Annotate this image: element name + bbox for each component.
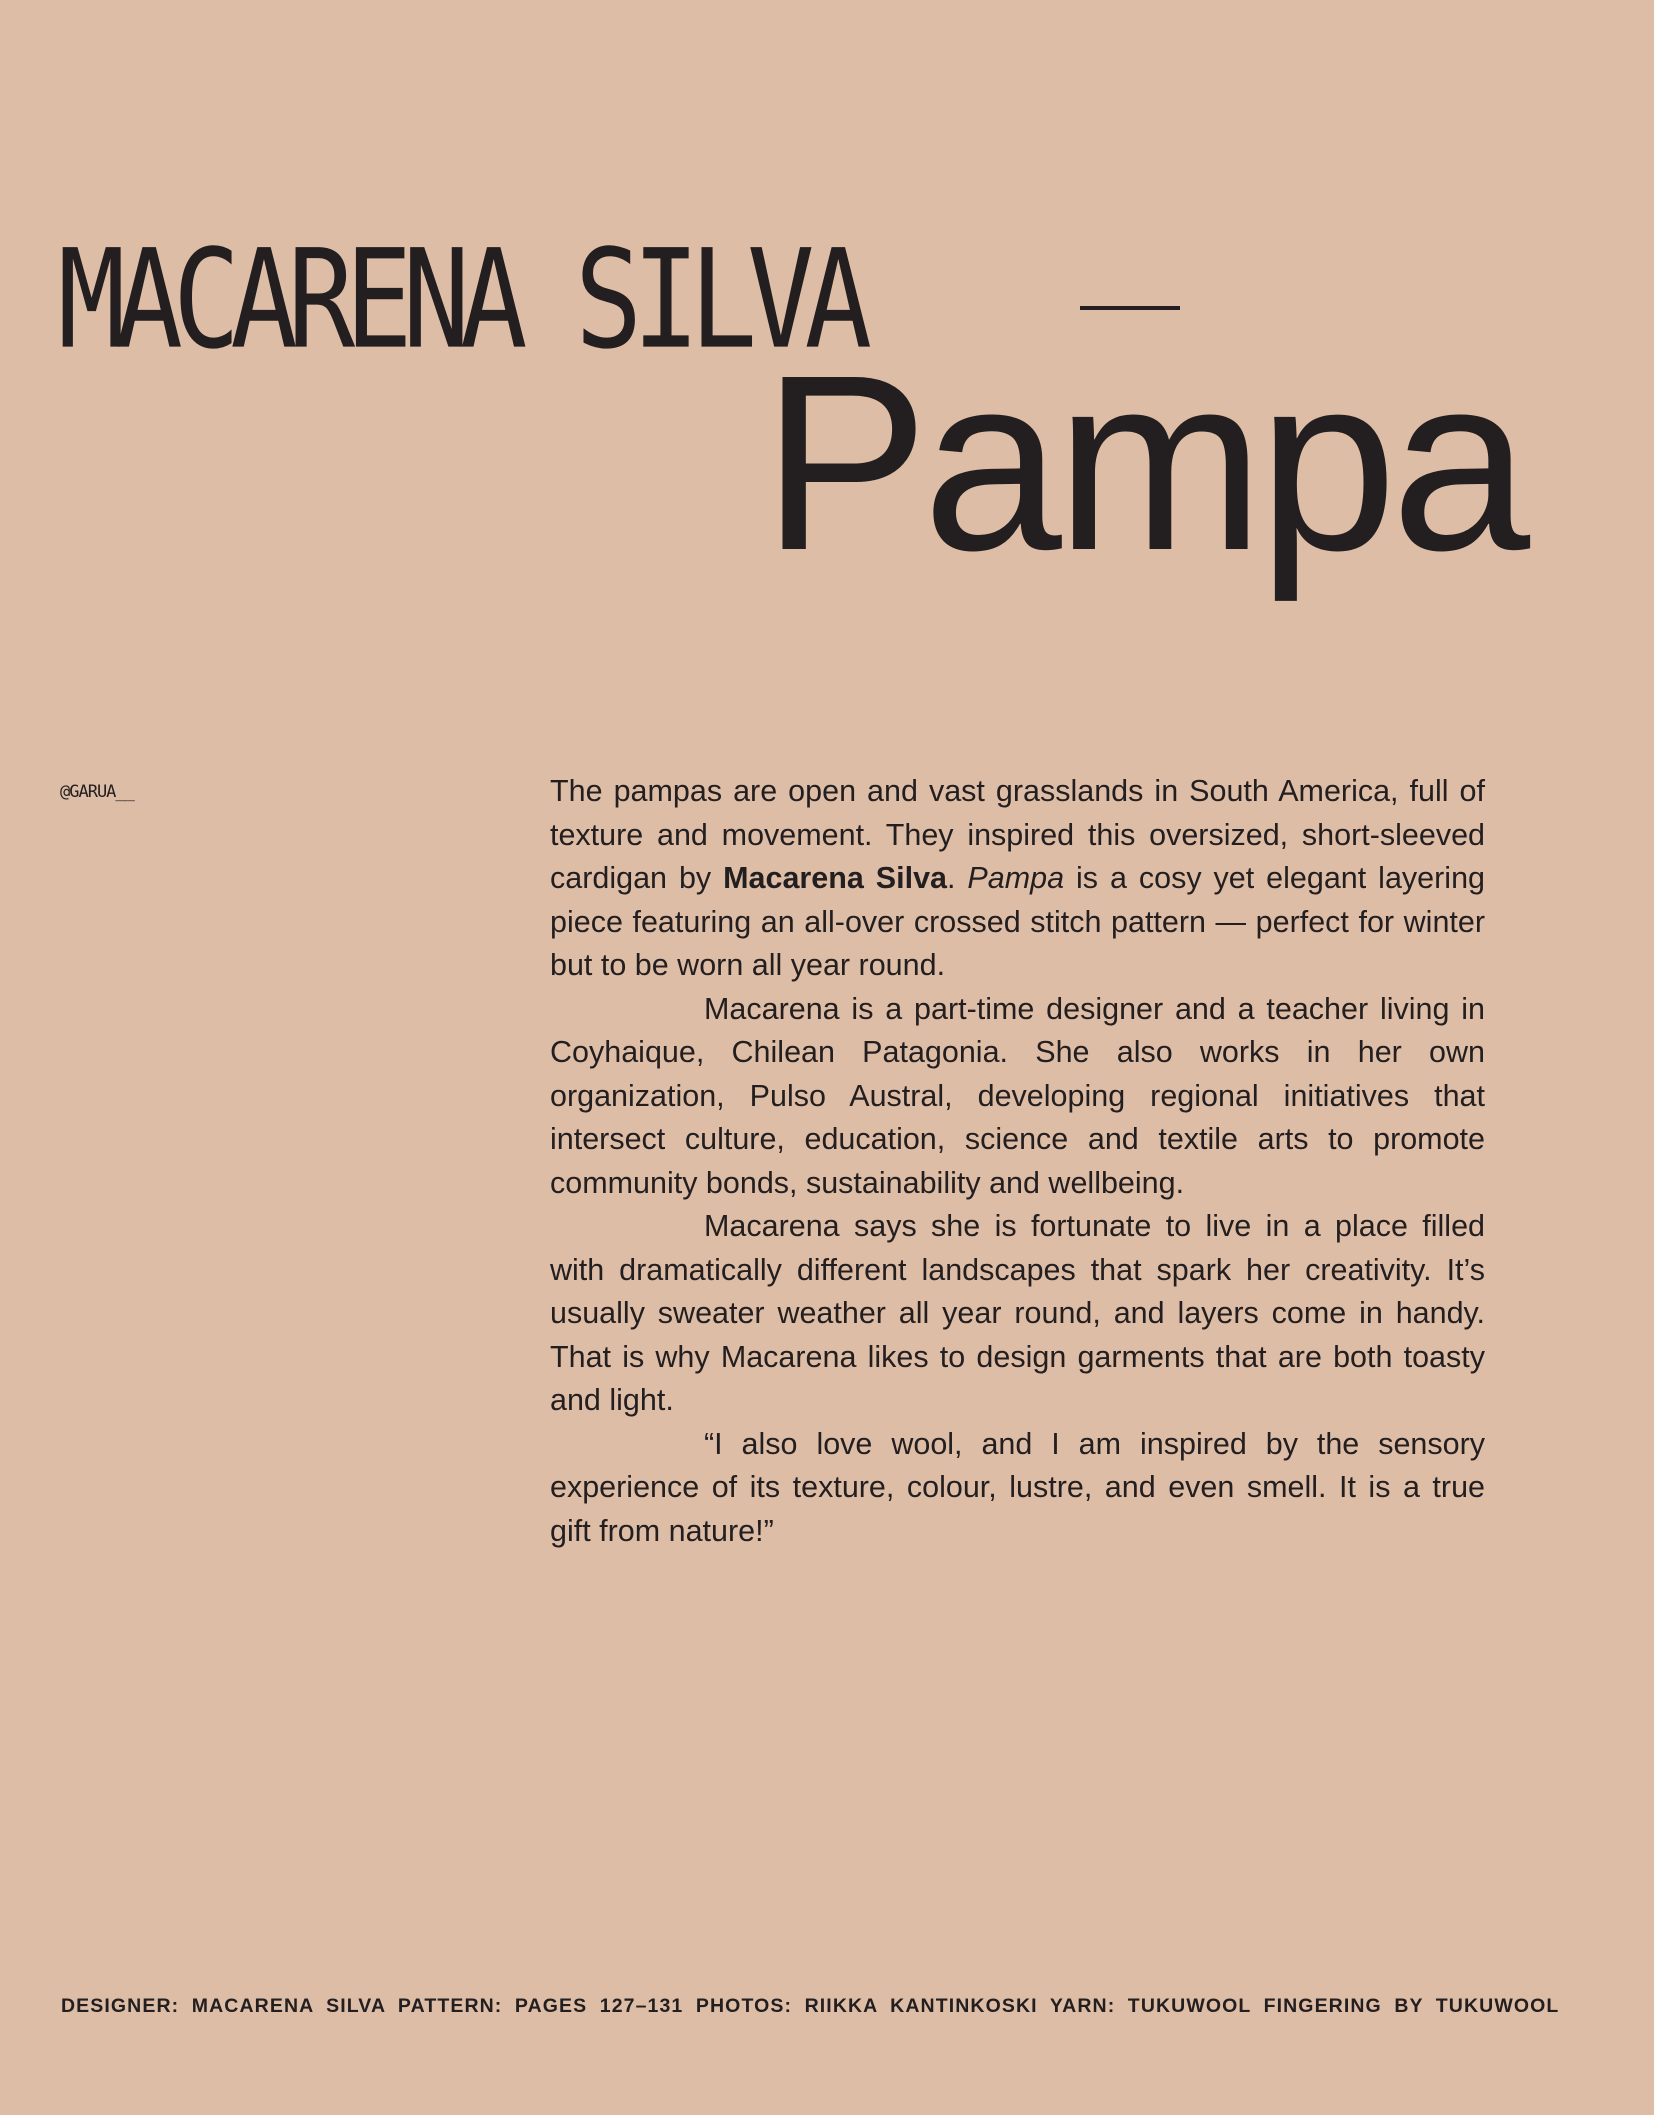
paragraph-inspiration: Macarena says she is fortunate to live in a place filled with dramatically different landscapes that spark her creativity. It’s usually sweater weather all year round, and layers come in handy. That is why Macarena likes to design garments that are both toasty and light. — [550, 1209, 1485, 1417]
paragraph-quote: “I also love wool, and I am inspired by the sensory experience of its texture, colour, lustre, and even smell. It is a true gift from nature!” — [550, 1426, 1485, 1548]
designer-name: MACARENA SILVA — [58, 221, 863, 380]
pattern-title: Pampa — [762, 323, 1525, 602]
pattern-name-italic: Pampa — [967, 861, 1065, 895]
article-body — [550, 770, 1485, 1553]
intro-text-b: . — [947, 861, 968, 895]
instagram-handle: @GARUA__ — [60, 782, 134, 802]
credits-line: DESIGNER: MACARENA SILVA PATTERN: PAGES 127–131 PHOTOS: RIIKKA KANTINKOSKI YARN: TUKUWOOL FINGERING BY TUKUWOOL — [61, 1995, 1560, 2017]
paragraph-background: Macarena is a part-time designer and a teacher living in Coyhaique, Chilean Patagonia. She also works in her own organization, Pulso Austral, developing regional initiatives that intersect culture, education, science and textile arts to promote community bonds, sustainability and wellbeing. — [550, 991, 1485, 1200]
intro-text-a: The pampas are open and vast grasslands in South America, full of texture and movement. They inspired this oversized, short-sleeved cardigan by — [550, 774, 1485, 895]
intro-text-c: is a cosy yet elegant layering piece featuring an all-over crossed stitch pattern — perfect for winter but to be worn all year round. — [550, 861, 1485, 982]
paragraph-intro — [550, 770, 1485, 988]
designer-name-bold: Macarena Silva — [723, 861, 947, 895]
title-dash-divider — [1080, 306, 1180, 310]
